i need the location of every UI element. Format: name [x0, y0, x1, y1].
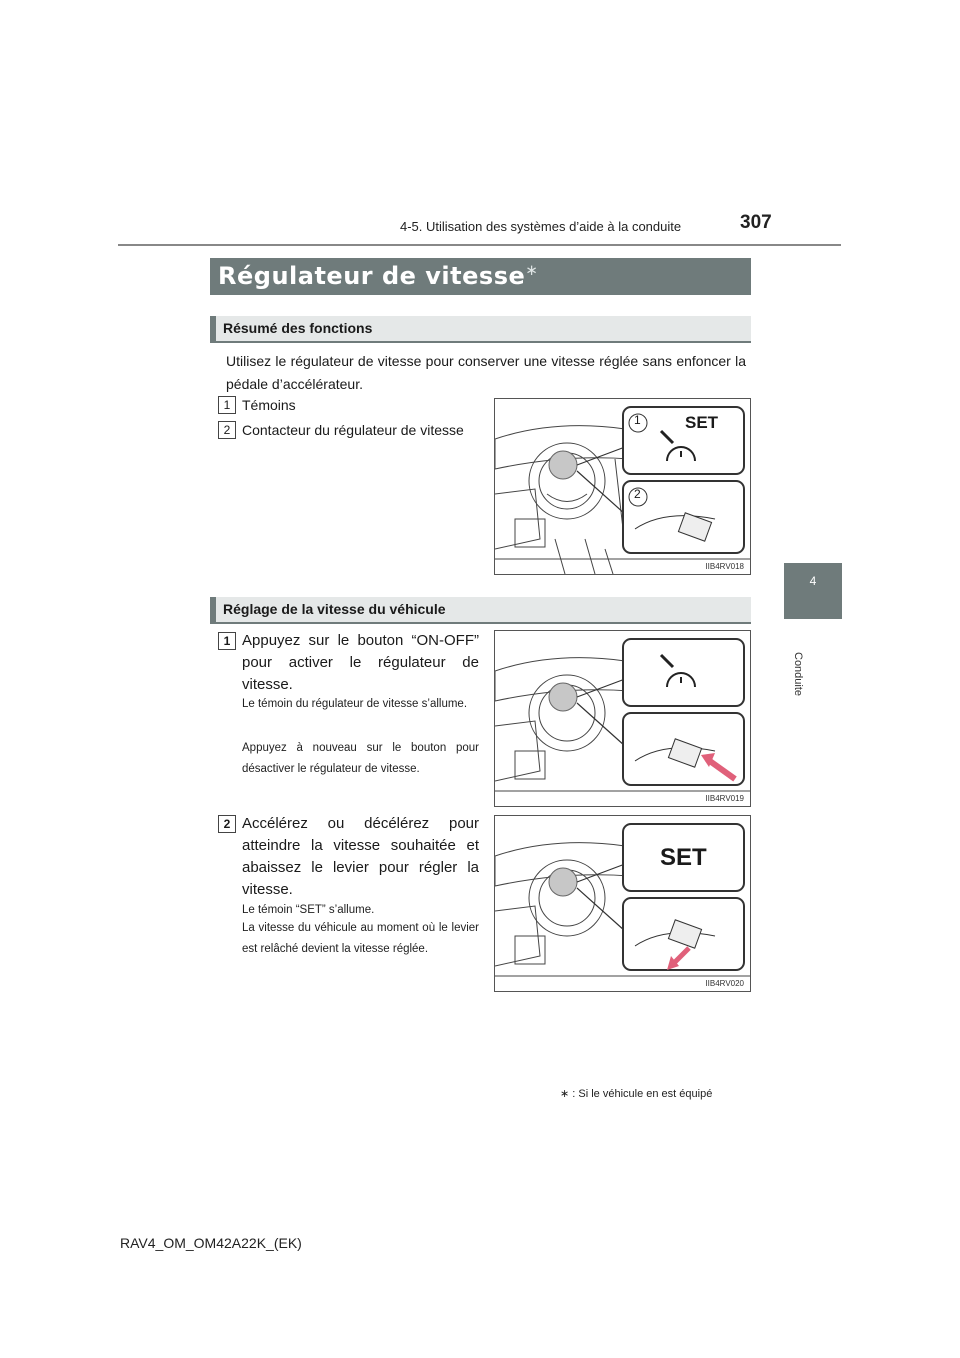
- step-1-note-2: Appuyez à nouveau sur le bouton pour désactiver le régulateur de vitesse.: [242, 742, 479, 775]
- step-1-note-1: Le témoin du régulateur de vitesse s’allume.: [242, 698, 468, 710]
- figure-code: IIB4RV020: [705, 979, 744, 988]
- page-title: [218, 261, 538, 290]
- page-number: 307: [740, 212, 772, 233]
- set-indicator-label: SET: [685, 413, 719, 432]
- section-heading-setting: Réglage de la vitesse du véhicule: [223, 601, 446, 617]
- footnote: [560, 1087, 712, 1100]
- step-2-note-1: Le témoin “SET” s’allume.: [242, 904, 375, 916]
- header-section-title: 4-5. Utilisation des systèmes d’aide à la conduite: [400, 219, 682, 234]
- dashboard-illustration: [495, 631, 750, 806]
- intro-paragraph: Utilisez le régulateur de vitesse pour conserver une vitesse réglée sans enfoncer la pédale d’accélérateur.: [226, 353, 746, 392]
- item-number-1: 1: [218, 396, 236, 414]
- footer-document-code: RAV4_OM_OM42A22K_(EK): [120, 1235, 302, 1251]
- chapter-number: 4: [809, 574, 817, 588]
- item-number-2: 2: [218, 421, 236, 439]
- step-2-title: Accélérez ou décélérez pour atteindre la vitesse souhaitée et abaissez le levier pour régler la vitesse.: [242, 815, 479, 898]
- item-label-indicators: Témoins: [242, 397, 296, 413]
- step-number-1: 1: [218, 632, 236, 650]
- footnote-asterisk: ∗: [560, 1088, 570, 1100]
- title-asterisk: ∗: [525, 261, 539, 279]
- dashboard-illustration: [495, 816, 750, 991]
- figure-set-speed: [494, 815, 751, 992]
- callout-1: 1: [634, 413, 641, 427]
- step-1-title: Appuyez sur le bouton “ON-OFF” pour activer le régulateur de vitesse.: [242, 632, 479, 693]
- section-heading-summary: Résumé des fonctions: [223, 320, 373, 336]
- step-number-2: 2: [218, 815, 236, 833]
- chapter-label: Conduite: [792, 652, 804, 697]
- page-title-text: Régulateur de vitesse: [218, 262, 526, 290]
- section-heading-marker: [210, 597, 216, 624]
- header-divider: [118, 244, 841, 246]
- footnote-text: : Si le véhicule en est équipé: [572, 1088, 713, 1100]
- item-label-cruise-switch: Contacteur du régulateur de vitesse: [242, 422, 464, 438]
- chapter-tab: [784, 563, 842, 619]
- section-heading-marker: [210, 316, 216, 343]
- figure-code: IIB4RV019: [705, 794, 744, 803]
- step-2-note-2: La vitesse du véhicule au moment où le levier est relâché devient la vitesse réglée.: [242, 922, 479, 955]
- set-indicator-label: SET: [660, 844, 707, 871]
- figure-on-off: [494, 630, 751, 807]
- figure-cruise-overview: [494, 398, 751, 575]
- callout-2: 2: [634, 487, 641, 501]
- figure-code: IIB4RV018: [705, 562, 744, 571]
